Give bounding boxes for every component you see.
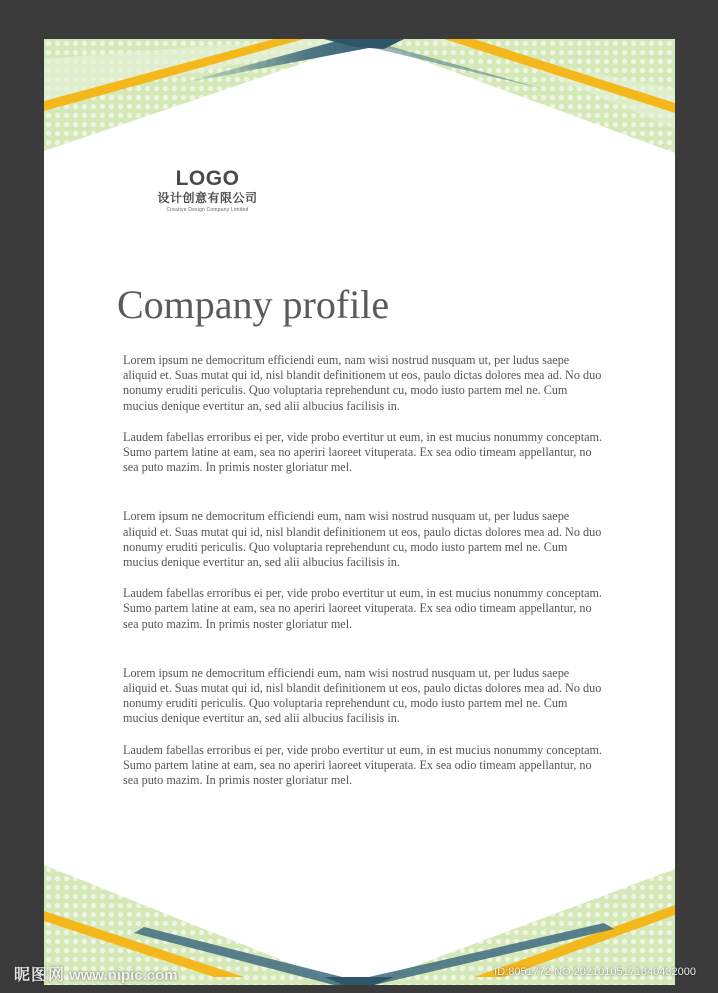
paragraph: Lorem ipsum ne democritum efficiendi eum, nam wisi nostrud nusquam ut, per ludus saepe aliquid et. Suas mutat qui id, nisl blandit definitionem ut eos, paulo dictas dolores mea ad. No duo nonumy eruditi periculis. Quo voluptaria reprehendunt cu, modo iusto partem mel ne. Cum mucius denique evertitur an, sed alii albucius facilisis in. bbox=[123, 509, 602, 570]
logo-text: LOGO bbox=[175, 167, 240, 190]
site-name: 昵图网 bbox=[14, 965, 66, 984]
paragraph: Lorem ipsum ne democritum efficiendi eum, nam wisi nostrud nusquam ut, per ludus saepe aliquid et. Suas mutat qui id, nisl blandit definitionem ut eos, paulo dictas dolores mea ad. No duo nonumy eruditi periculis. Quo voluptaria reprehendunt cu, modo iusto partem mel ne. Cum mucius denique evertitur an, sed alii albucius facilisis in. bbox=[123, 353, 602, 413]
page-title: Company profile bbox=[117, 282, 390, 327]
site-url: www.nipic.com bbox=[69, 967, 178, 984]
paragraph: Laudem fabellas erroribus ei per, vide probo evertitur ut eum, in est mucius nonummy conceptam. Sumo partem latine at eam, sea no aperiri laoreet vituperata. Ex sea odio timeam appellantur, no sea puto mazim. In primis noster gloriatur mel. bbox=[123, 429, 603, 475]
logo-company-name-cn: 设计创意有限公司 bbox=[157, 191, 258, 205]
top-decoration bbox=[44, 39, 675, 169]
image-id-watermark: ID:8051772 NO:20210105171840432000 bbox=[494, 966, 696, 978]
paragraph: Laudem fabellas erroribus ei per, vide probo evertitur ut eum, in est mucius nonummy conceptam. Sumo partem latine at eam, sea no aperiri laoreet vituperata. Ex sea odio timeam appellantur, no sea puto mazim. In primis noster gloriatur mel. bbox=[123, 742, 603, 788]
body-content bbox=[123, 353, 603, 788]
paragraph: Laudem fabellas erroribus ei per, vide probo evertitur ut eum, in est mucius nonummy conceptam. Sumo partem latine at eam, sea no aperiri laoreet vituperata. Ex sea odio timeam appellantur, no sea puto mazim. In primis noster gloriatur mel. bbox=[123, 586, 603, 631]
paragraph: Lorem ipsum ne democritum efficiendi eum, nam wisi nostrud nusquam ut, per ludus saepe aliquid et. Suas mutat qui id, nisl blandit definitionem ut eos, paulo dictas dolores mea ad. No duo nonumy eruditi periculis. Quo voluptaria reprehendunt cu, modo iusto partem mel ne. Cum mucius denique evertitur an, sed alii albucius facilisis in. bbox=[123, 665, 602, 726]
logo-company-name-en: Creative Design Company Limited bbox=[166, 207, 249, 213]
letterhead-page bbox=[44, 39, 675, 985]
company-logo bbox=[145, 167, 270, 214]
site-watermark bbox=[14, 962, 178, 985]
